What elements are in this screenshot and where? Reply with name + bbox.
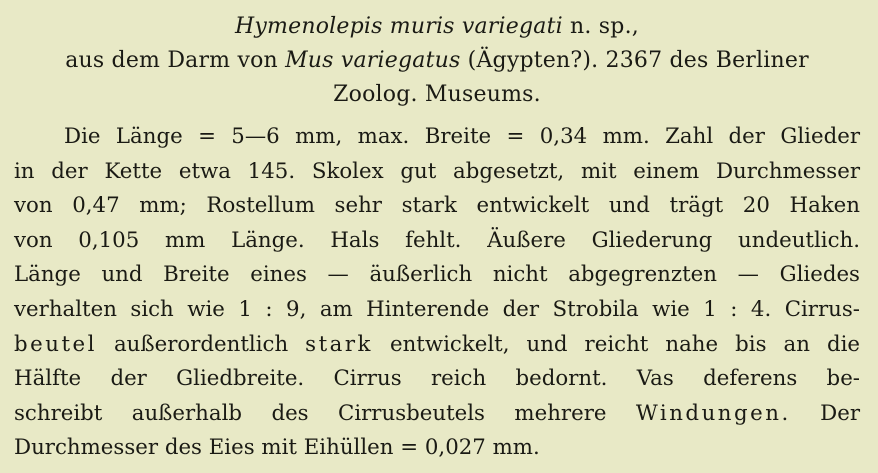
paragraph-line-2: in der Kette etwa 145. Skolex gut abgesetzt, mit einem Durchmesser <box>14 158 860 184</box>
line-9-part-c: Der <box>790 400 860 426</box>
host-suffix: (Ägypten?). 2367 des Berliner <box>460 48 809 73</box>
species-name: Hymenolepis muris variegati <box>235 14 563 39</box>
paragraph-line-9 <box>14 397 860 432</box>
paragraph-line-10: Durchmesser des Eies mit Eihüllen = 0,027 mm. <box>14 435 540 461</box>
paragraph-line-1: Die Länge = 5—6 mm, max. Breite = 0,34 mm. Zahl der Glieder <box>64 124 860 149</box>
spaced-word-beutel: beutel <box>14 331 97 357</box>
host-prefix: aus dem Darm von <box>65 48 286 73</box>
heading-line-2 <box>14 44 860 78</box>
paragraph-line-6: verhalten sich wie 1 : 9, am Hinterende der Strobila wie 1 : 4. Cirrus- <box>14 296 860 322</box>
line-7-part-d: entwickelt, und reicht nahe bis an die <box>372 331 860 357</box>
paragraph-line-3: von 0,47 mm; Rostellum sehr stark entwickelt und trägt 20 Haken <box>14 193 860 219</box>
species-suffix: n. sp., <box>562 14 639 39</box>
paragraph-line-4: von 0,105 mm Länge. Hals fehlt. Äußere Gliederung undeutlich. <box>14 227 860 253</box>
spaced-word-windungen: Windungen. <box>635 400 791 426</box>
paragraph-line-8: Hälfte der Gliedbreite. Cirrus reich bedornt. Vas deferens be- <box>14 366 860 392</box>
host-name: Mus variegatus <box>285 48 461 73</box>
species-heading <box>14 10 860 112</box>
description-paragraph <box>14 120 860 466</box>
paragraph-line-7 <box>14 328 860 363</box>
heading-line-1 <box>14 10 860 44</box>
paragraph-line-5: Länge und Breite eines — äußerlich nicht abgegrenzten — Gliedes <box>14 262 860 288</box>
spaced-word-stark: stark <box>305 331 373 357</box>
line-9-part-a: schreibt außerhalb des Cirrusbeutels mehrere <box>14 400 636 426</box>
heading-line-3: Zoolog. Museums. <box>333 82 541 107</box>
line-7-part-b: außerordentlich <box>96 331 306 357</box>
